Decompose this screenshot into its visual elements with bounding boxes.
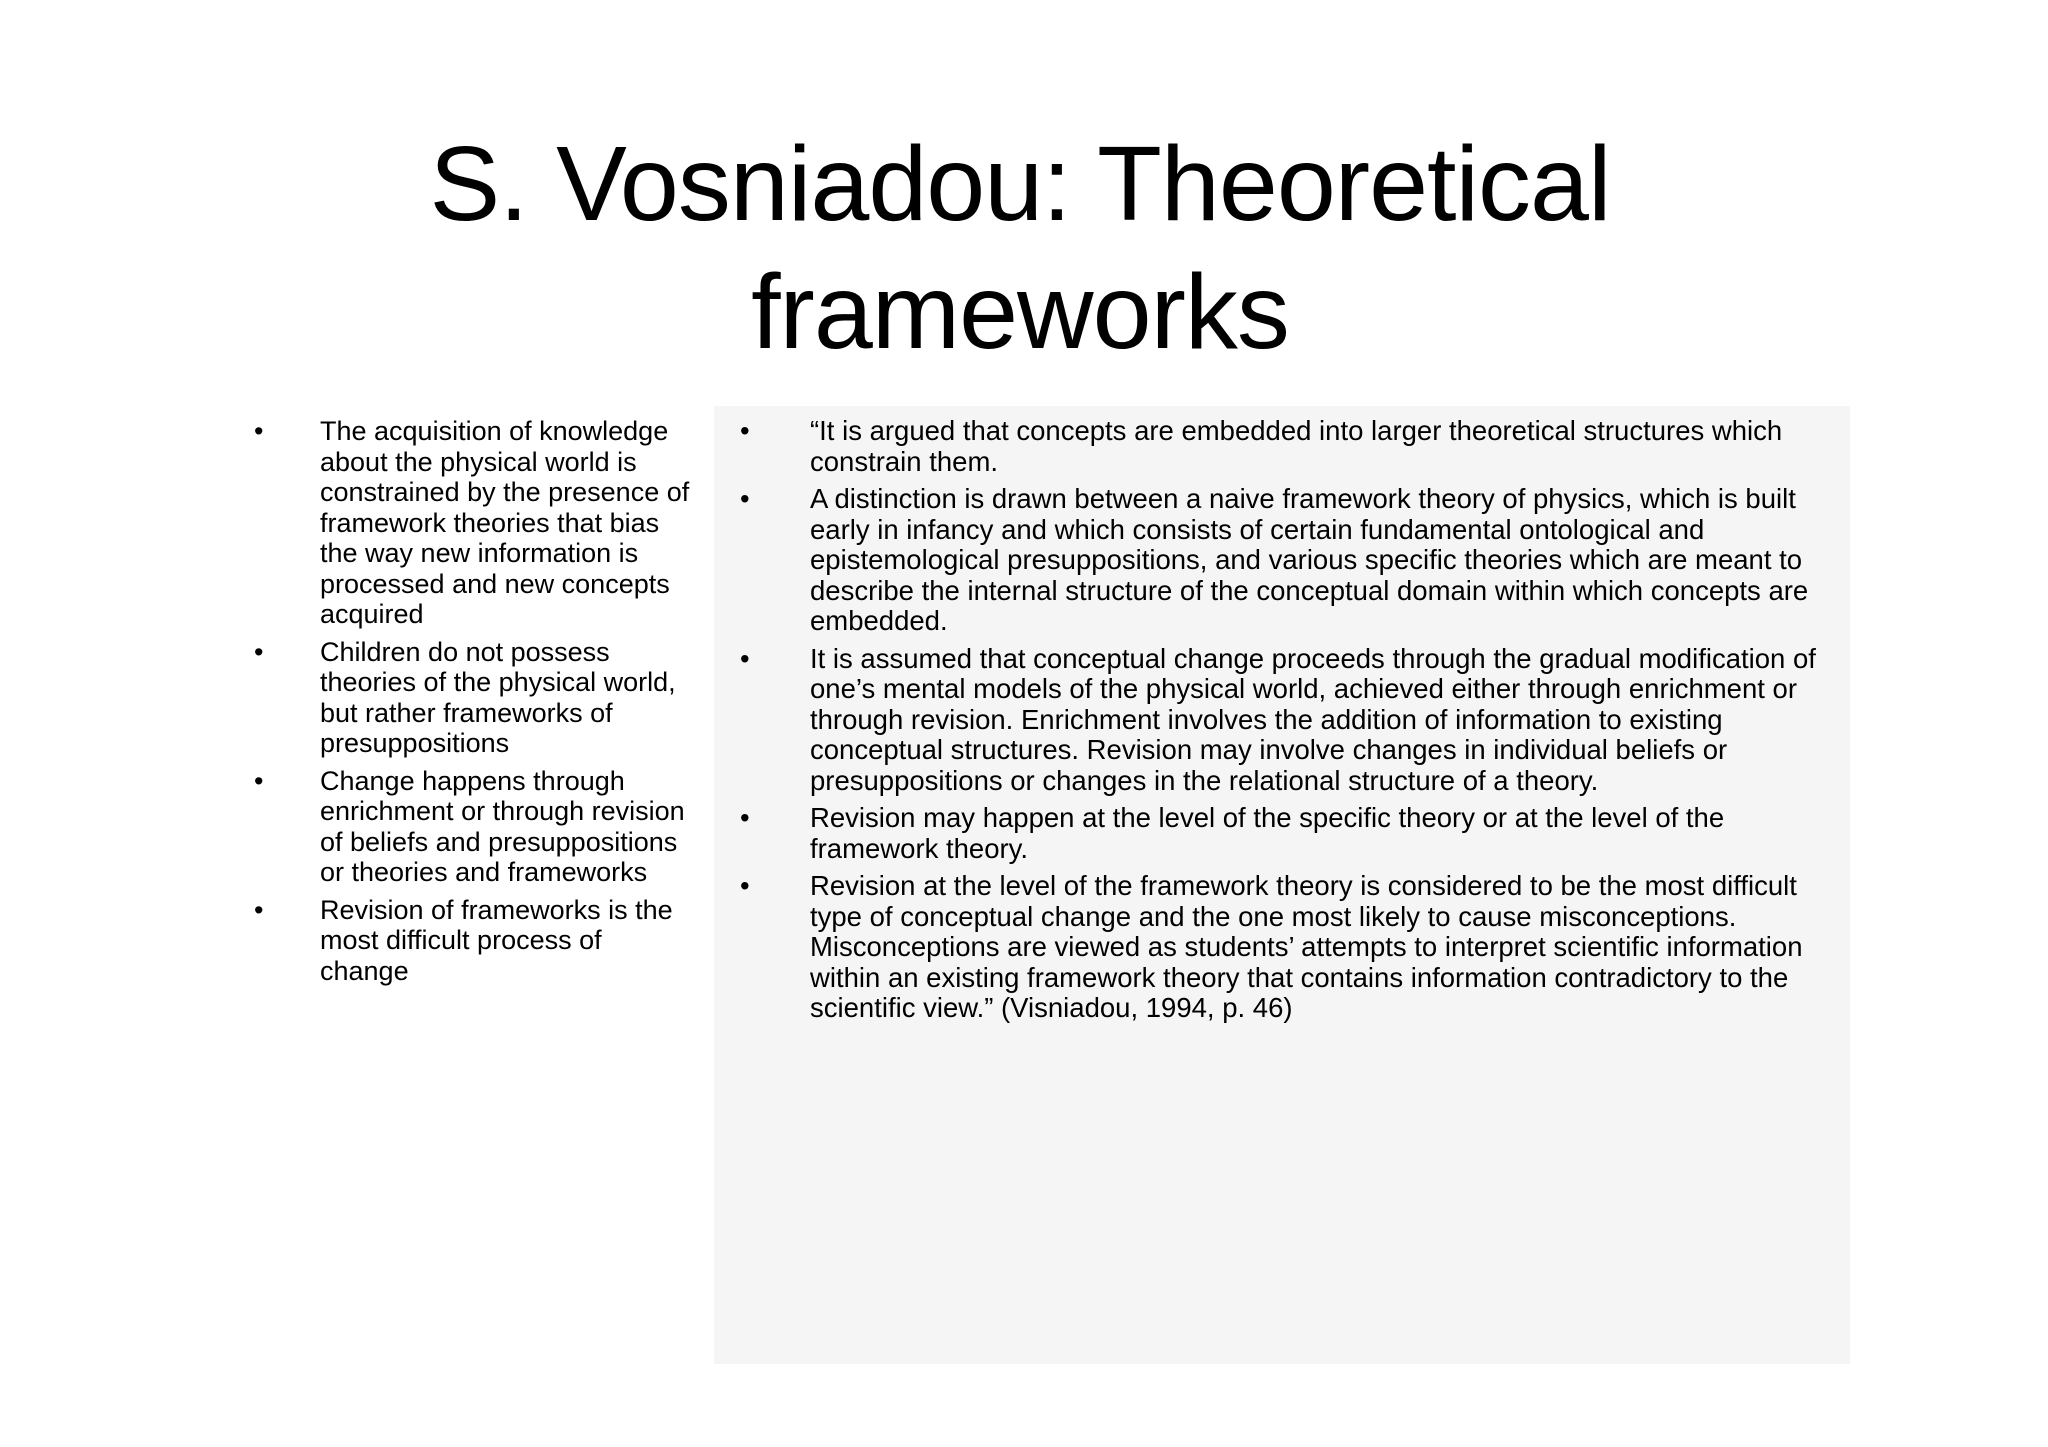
left-list-item: [250, 766, 690, 888]
right-list-item: [736, 484, 1836, 637]
right-bullet-list: [736, 416, 1836, 1031]
bullet-icon: •: [740, 802, 750, 833]
slide-title-line-1: S. Vosniadou: Theoretical: [429, 125, 1611, 243]
right-item-text: A distinction is drawn between a naive framework theory of physics, which is built early in infancy and which consists of certain fundamental ontological and epistemological presuppositions, and various specific theories which are meant to describe the internal structure of the conceptual domain within which concepts are embedded.: [810, 483, 1809, 636]
bullet-icon: •: [740, 870, 750, 901]
left-list-item: [250, 637, 690, 759]
right-list-item: [736, 416, 1836, 477]
bullet-icon: •: [254, 894, 264, 925]
right-item-text: “It is argued that concepts are embedded into larger theoretical structures which constrain them.: [810, 415, 1783, 477]
left-bullet-list: [250, 416, 690, 993]
left-item-text: Revision of frameworks is the most difficult process of change: [320, 894, 673, 986]
left-item-text: Change happens through enrichment or through revision of beliefs and presuppositions or theories and frameworks: [320, 765, 685, 887]
right-item-text: Revision at the level of the framework theory is considered to be the most difficult type of conceptual change and the one most likely to cause misconceptions. Misconceptions are viewed as students’ attempts to interpret scientific information within an existing framework theory that contains information contradictory to the scientific view.” (Visniadou, 1994, p. 46): [810, 870, 1803, 1023]
left-item-text: Children do not possess theories of the physical world, but rather frameworks of presuppositions: [320, 636, 676, 758]
bullet-icon: •: [740, 483, 750, 514]
bullet-icon: •: [254, 416, 264, 446]
left-item-text: The acquisition of knowledge about the physical world is constrained by the presence of framework theories that bias the way new information is processed and new concepts acquired: [320, 416, 690, 629]
right-list-item: [736, 803, 1836, 864]
right-list-item: [736, 644, 1836, 797]
bullet-icon: •: [254, 765, 264, 796]
bullet-icon: •: [740, 642, 750, 674]
bullet-icon: •: [740, 415, 750, 446]
left-list-item: [250, 416, 690, 630]
bullet-icon: •: [254, 636, 264, 667]
right-item-text: Revision may happen at the level of the specific theory or at the level of the framework theory.: [810, 802, 1725, 864]
quote-panel: [714, 406, 1850, 1364]
right-item-text: It is assumed that conceptual change proceeds through the gradual modification of one’s mental models of the physical world, achieved either through enrichment or through revision. Enrichment involves the addition of information to existing conceptual structures. Revision may involve changes in individual beliefs or presuppositions or changes in the relational structure of a theory.: [810, 642, 1816, 796]
slide-title-line-2: frameworks: [751, 253, 1289, 371]
left-list-item: [250, 895, 690, 987]
slide-title: [300, 120, 1740, 376]
right-list-item: [736, 871, 1836, 1024]
